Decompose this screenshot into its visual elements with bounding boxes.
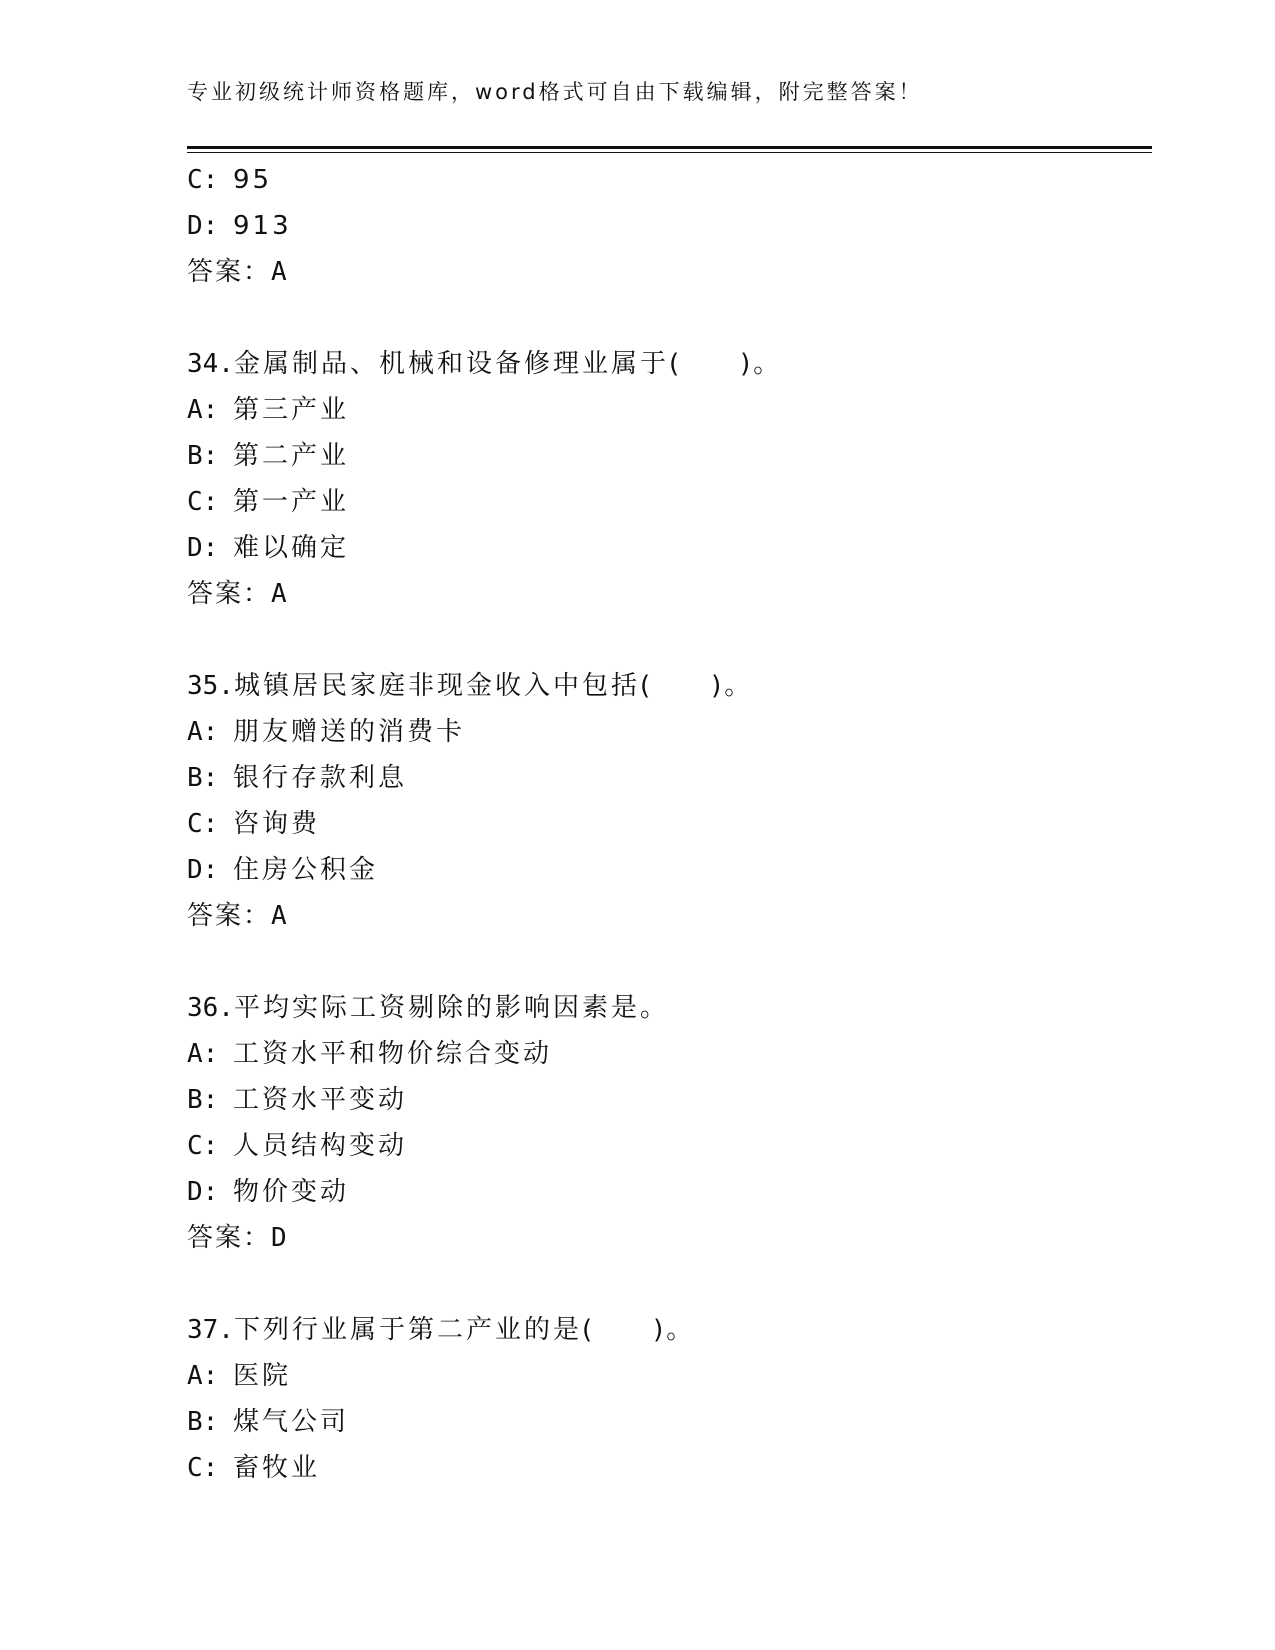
option-label: D: [187, 533, 219, 563]
answer-line [187, 571, 1152, 617]
option-line [187, 1169, 1152, 1215]
option-line [187, 203, 1152, 249]
option-label: C: [187, 487, 219, 517]
question-text: 金属制品、机械和设备修理业属于( )。 [233, 349, 783, 379]
answer-line [187, 1215, 1152, 1261]
option-text: 朋友赠送的消费卡 [233, 717, 466, 747]
option-text: 住房公积金 [233, 855, 379, 885]
header-rule-thin [187, 152, 1152, 153]
option-label: B: [187, 1407, 219, 1437]
option-label: B: [187, 1085, 219, 1115]
question-text: 平均实际工资剔除的影响因素是。 [233, 993, 669, 1023]
option-text: 第三产业 [233, 395, 350, 425]
option-text: 银行存款利息 [233, 763, 408, 793]
page-header-title: 专业初级统计师资格题库，word格式可自由下载编辑，附完整答案！ [187, 80, 923, 104]
option-line [187, 479, 1152, 525]
question-number: 34. [187, 349, 234, 379]
option-label: D: [187, 211, 219, 241]
question-number: 36. [187, 993, 234, 1023]
option-label: B: [187, 763, 219, 793]
option-text: 畜牧业 [233, 1453, 321, 1483]
answer-label: 答案： [187, 579, 272, 609]
question-stem [187, 1307, 1152, 1353]
spacer [187, 617, 1152, 663]
answer-value: D [271, 1223, 287, 1253]
option-label: C: [187, 165, 219, 195]
header-rule-thick [187, 146, 1152, 149]
question-stem [187, 341, 1152, 387]
option-label: A: [187, 1039, 219, 1069]
option-label: D: [187, 855, 219, 885]
option-line [187, 157, 1152, 203]
option-text: 咨询费 [233, 809, 321, 839]
option-label: B: [187, 441, 219, 471]
option-label: C: [187, 809, 219, 839]
option-text: 工资水平和物价综合变动 [233, 1039, 553, 1069]
option-text: 人员结构变动 [233, 1131, 408, 1161]
option-line [187, 387, 1152, 433]
option-text: 第二产业 [233, 441, 350, 471]
option-label: A: [187, 395, 219, 425]
option-text: 95 [233, 165, 273, 195]
option-line [187, 755, 1152, 801]
question-number: 35. [187, 671, 234, 701]
answer-value: A [271, 901, 287, 931]
spacer [187, 1261, 1152, 1307]
question-text: 城镇居民家庭非现金收入中包括( )。 [233, 671, 754, 701]
option-line [187, 525, 1152, 571]
option-line [187, 847, 1152, 893]
option-line [187, 709, 1152, 755]
option-label: D: [187, 1177, 219, 1207]
option-label: A: [187, 717, 219, 747]
option-line [187, 1353, 1152, 1399]
spacer [187, 295, 1152, 341]
option-text: 913 [233, 211, 292, 241]
option-label: C: [187, 1131, 219, 1161]
option-text: 工资水平变动 [233, 1085, 408, 1115]
option-text: 医院 [233, 1361, 292, 1391]
answer-value: A [271, 257, 287, 287]
question-text: 下列行业属于第二产业的是( )。 [233, 1315, 696, 1345]
option-line [187, 1445, 1152, 1491]
option-label: A: [187, 1361, 219, 1391]
spacer [187, 939, 1152, 985]
option-label: C: [187, 1453, 219, 1483]
question-content [187, 157, 1152, 1491]
answer-line [187, 249, 1152, 295]
option-line [187, 1077, 1152, 1123]
option-line [187, 801, 1152, 847]
answer-label: 答案： [187, 257, 272, 287]
option-line [187, 433, 1152, 479]
answer-label: 答案： [187, 1223, 272, 1253]
answer-line [187, 893, 1152, 939]
option-text: 难以确定 [233, 533, 350, 563]
option-line [187, 1399, 1152, 1445]
answer-value: A [271, 579, 287, 609]
option-line [187, 1031, 1152, 1077]
question-stem [187, 663, 1152, 709]
question-number: 37. [187, 1315, 234, 1345]
option-text: 煤气公司 [233, 1407, 350, 1437]
option-line [187, 1123, 1152, 1169]
option-text: 第一产业 [233, 487, 350, 517]
question-stem [187, 985, 1152, 1031]
option-text: 物价变动 [233, 1177, 350, 1207]
answer-label: 答案： [187, 901, 272, 931]
